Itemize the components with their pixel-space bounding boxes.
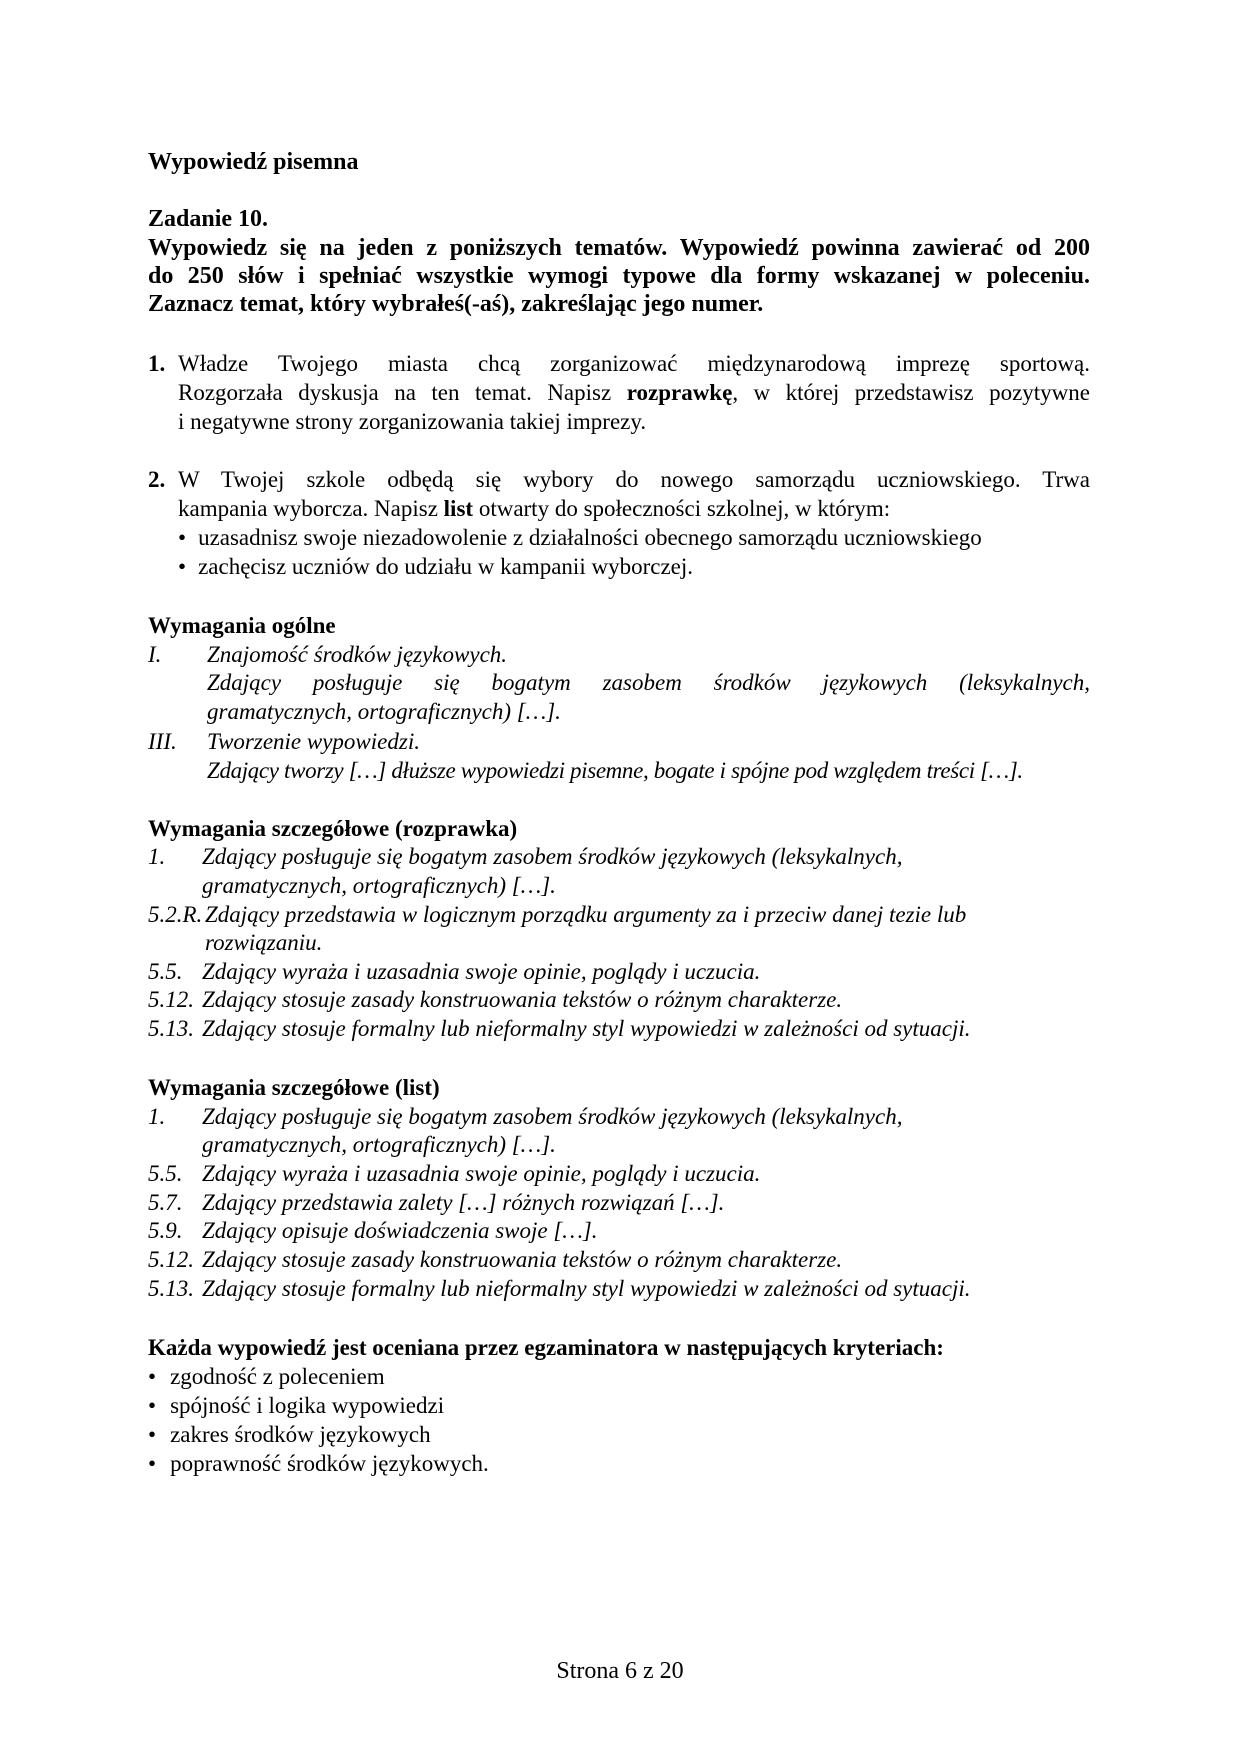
- letter-form-keyword: list: [443, 496, 474, 521]
- topic-1-line-2: Rozgorzała dyskusja na ten temat. Napisz rozprawkę, w której przedstawisz pozytywne: [178, 380, 1090, 405]
- criteria-item-1: • zgodność z poleceniem: [148, 1364, 385, 1389]
- essay-item-4-number: 5.12.: [148, 987, 194, 1012]
- letter-item-1-number: 1.: [148, 1104, 166, 1129]
- bullet-icon: •: [148, 1393, 157, 1418]
- criteria-item-2: • spójność i logika wypowiedzi: [148, 1393, 445, 1418]
- topic-2-number: 2.: [148, 467, 166, 492]
- essay-requirements-heading: Wymagania szczegółowe (rozprawka): [148, 816, 518, 841]
- general-item-2-title: Tworzenie wypowiedzi.: [207, 729, 420, 754]
- general-item-1-line-2: gramatycznych, ortograficznych) […].: [207, 699, 561, 724]
- letter-item-5-line-1: Zdający stosuje zasady konstruowania tekstów o różnym charakterze.: [202, 1247, 843, 1272]
- letter-item-4-line-1: Zdający opisuje doświadczenia swoje […].: [202, 1218, 598, 1243]
- criteria-heading: Każda wypowiedź jest oceniana przez egzaminatora w następujących kryteriach:: [148, 1335, 944, 1360]
- essay-item-3-number: 5.5.: [148, 959, 183, 984]
- letter-item-6-line-1: Zdający stosuje formalny lub nieformalny styl wypowiedzi w zależności od sytuacji.: [202, 1276, 971, 1301]
- essay-form-keyword: rozprawkę: [626, 380, 733, 405]
- letter-item-2-line-1: Zdający wyraża i uzasadnia swoje opinie, poglądy i uczucia.: [202, 1161, 761, 1186]
- task-instruction-line-2: do 250 słów i spełniać wszystkie wymogi typowe dla formy wskazanej w poleceniu.: [148, 263, 1090, 289]
- essay-item-5-line-1: Zdający stosuje formalny lub nieformalny styl wypowiedzi w zależności od sytuacji.: [202, 1016, 971, 1041]
- general-item-2-number: III.: [148, 729, 177, 754]
- topic-1-number: 1.: [148, 351, 166, 376]
- general-item-1-line-1: Zdający posługuje się bogatym zasobem środków językowych (leksykalnych,: [207, 670, 1090, 695]
- task-title: Zadanie 10.: [148, 206, 269, 232]
- topic-2-bullet-1: • uzasadnisz swoje niezadowolenie z działalności obecnego samorządu uczniowskiego: [178, 525, 982, 550]
- essay-item-3-line-1: Zdający wyraża i uzasadnia swoje opinie, poglądy i uczucia.: [202, 959, 761, 984]
- topic-2-line-1: W Twojej szkole odbędą się wybory do nowego samorządu uczniowskiego. Trwa: [178, 467, 1090, 492]
- letter-item-3-number: 5.7.: [148, 1190, 183, 1215]
- topic-1-line-1: Władze Twojego miasta chcą zorganizować międzynarodową imprezę sportową.: [178, 351, 1090, 376]
- page-footer: Strona 6 z 20: [556, 1658, 684, 1684]
- essay-item-1-line-1: Zdający posługuje się bogatym zasobem środków językowych (leksykalnych,: [202, 844, 903, 869]
- letter-requirements-heading: Wymagania szczegółowe (list): [148, 1075, 440, 1100]
- general-item-1-title: Znajomość środków językowych.: [207, 642, 508, 667]
- topic-2-bullet-2: • zachęcisz uczniów do udziału w kampanii wyborczej.: [178, 554, 694, 579]
- bullet-icon: •: [148, 1451, 157, 1476]
- task-instruction-line-3: Zaznacz temat, który wybrałeś(-aś), zakreślając jego numer.: [148, 291, 764, 317]
- letter-item-3-line-1: Zdający przedstawia zalety […] różnych rozwiązań […].: [202, 1190, 725, 1215]
- letter-item-5-number: 5.12.: [148, 1247, 194, 1272]
- section-title: Wypowiedź pisemna: [148, 149, 359, 175]
- bullet-icon: •: [148, 1422, 157, 1447]
- criteria-item-3: • zakres środków językowych: [148, 1422, 431, 1447]
- bullet-icon: •: [148, 1364, 157, 1389]
- letter-item-1-line-2: gramatycznych, ortograficznych) […].: [202, 1132, 556, 1157]
- bullet-icon: •: [178, 525, 187, 550]
- task-instruction-line-1: Wypowiedz się na jeden z poniższych tematów. Wypowiedź powinna zawierać od 200: [148, 235, 1090, 261]
- letter-item-2-number: 5.5.: [148, 1161, 183, 1186]
- bullet-icon: •: [178, 554, 187, 579]
- general-item-2-line-1: Zdający tworzy […] dłuższe wypowiedzi pisemne, bogate i spójne pod względem treści […].: [207, 758, 1023, 783]
- essay-item-2-line-2: rozwiązaniu.: [205, 930, 323, 955]
- essay-item-2-line-1: Zdający przedstawia w logicznym porządku argumenty za i przeciw danej tezie lub: [205, 902, 967, 927]
- essay-item-4-line-1: Zdający stosuje zasady konstruowania tekstów o różnym charakterze.: [202, 987, 843, 1012]
- letter-item-6-number: 5.13.: [148, 1276, 194, 1301]
- criteria-item-4: • poprawność środków językowych.: [148, 1451, 489, 1476]
- essay-item-1-line-2: gramatycznych, ortograficznych) […].: [202, 873, 556, 898]
- essay-item-1-number: 1.: [148, 844, 166, 869]
- topic-2-line-2: kampania wyborcza. Napisz list otwarty do społeczności szkolnej, w którym:: [178, 496, 891, 521]
- general-item-1-number: I.: [148, 642, 162, 667]
- topic-1-line-3: i negatywne strony zorganizowania takiej imprezy.: [178, 409, 647, 434]
- essay-item-2-number: 5.2.R.: [148, 902, 203, 927]
- letter-item-1-line-1: Zdający posługuje się bogatym zasobem środków językowych (leksykalnych,: [202, 1104, 903, 1129]
- general-requirements-heading: Wymagania ogólne: [148, 613, 336, 638]
- letter-item-4-number: 5.9.: [148, 1218, 183, 1243]
- essay-item-5-number: 5.13.: [148, 1016, 194, 1041]
